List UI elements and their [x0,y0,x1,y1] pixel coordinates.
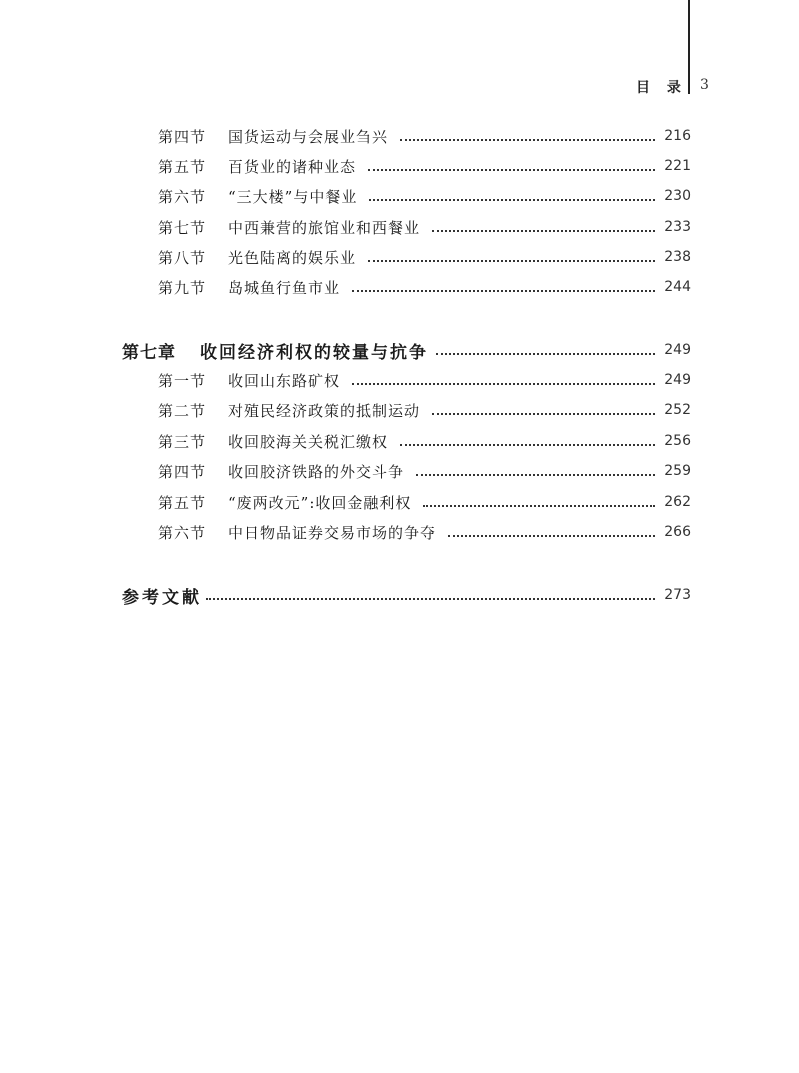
chapter-title: 收回经济利权的较量与抗争 [200,342,428,363]
running-header-title: 目 录 [636,80,687,96]
dot-leader [206,596,655,600]
section-label: 第六节 [158,187,207,206]
section-title: 对殖民经济政策的抵制运动 [228,401,421,420]
toc-entry[interactable] [158,491,691,513]
toc-entry[interactable] [158,399,691,421]
toc-entry[interactable] [158,216,691,238]
toc-entry[interactable] [158,125,691,147]
section-title: 中日物品证券交易市场的争夺 [228,523,437,542]
dot-leader [432,411,655,415]
section-label: 第五节 [158,493,207,512]
section-label: 第四节 [158,462,207,481]
section-label: 第七节 [158,218,207,237]
dot-leader [400,442,655,446]
section-page: 252 [664,402,691,418]
toc-entry[interactable] [158,246,691,268]
section-page: 256 [664,433,691,449]
toc-chapter-entry[interactable] [122,339,691,361]
section-page: 266 [664,524,691,540]
section-title: 岛城鱼行鱼市业 [228,278,341,297]
section-page: 238 [664,249,691,265]
toc-references-entry[interactable] [122,584,691,606]
chapter-page: 249 [664,342,691,358]
dot-leader [352,381,655,385]
dot-leader [352,288,655,292]
dot-leader [416,472,655,476]
dot-leader [369,197,655,201]
section-page: 249 [664,372,691,388]
section-label: 第二节 [158,401,207,420]
toc-entry[interactable] [158,460,691,482]
section-page: 233 [664,219,691,235]
dot-leader [423,503,655,507]
dot-leader [368,167,655,171]
section-title: 百货业的诸种业态 [228,157,357,176]
section-page: 216 [664,128,691,144]
section-title: 光色陆离的娱乐业 [228,248,357,267]
dot-leader [436,351,655,355]
section-page: 259 [664,463,691,479]
section-label: 第三节 [158,432,207,451]
section-title: “三大楼”与中餐业 [228,187,358,206]
section-label: 第一节 [158,371,207,390]
section-title: “废两改元”:收回金融利权 [228,493,412,512]
section-title: 国货运动与会展业刍兴 [228,127,389,146]
chapter-label: 第七章 [122,342,176,363]
section-label: 第六节 [158,523,207,542]
section-label: 第八节 [158,248,207,267]
section-page: 262 [664,494,691,510]
header-vertical-rule [688,0,690,94]
toc-entry[interactable] [158,430,691,452]
toc-entry[interactable] [158,185,691,207]
section-page: 221 [664,158,691,174]
section-page: 230 [664,188,691,204]
section-title: 收回山东路矿权 [228,371,341,390]
section-page: 244 [664,279,691,295]
toc-entry[interactable] [158,369,691,391]
section-title: 收回胶济铁路的外交斗争 [228,462,405,481]
toc-entry[interactable] [158,276,691,298]
dot-leader [448,533,655,537]
toc-entry[interactable] [158,155,691,177]
section-label: 第四节 [158,127,207,146]
dot-leader [432,228,655,232]
dot-leader [368,258,655,262]
toc-entry[interactable] [158,521,691,543]
dot-leader [400,137,655,141]
section-label: 第五节 [158,157,207,176]
section-title: 中西兼营的旅馆业和西餐业 [228,218,421,237]
references-page: 273 [664,587,691,603]
references-title: 参考文献 [122,587,202,608]
page-number: 3 [700,77,709,93]
section-title: 收回胶海关关税汇缴权 [228,432,389,451]
section-label: 第九节 [158,278,207,297]
